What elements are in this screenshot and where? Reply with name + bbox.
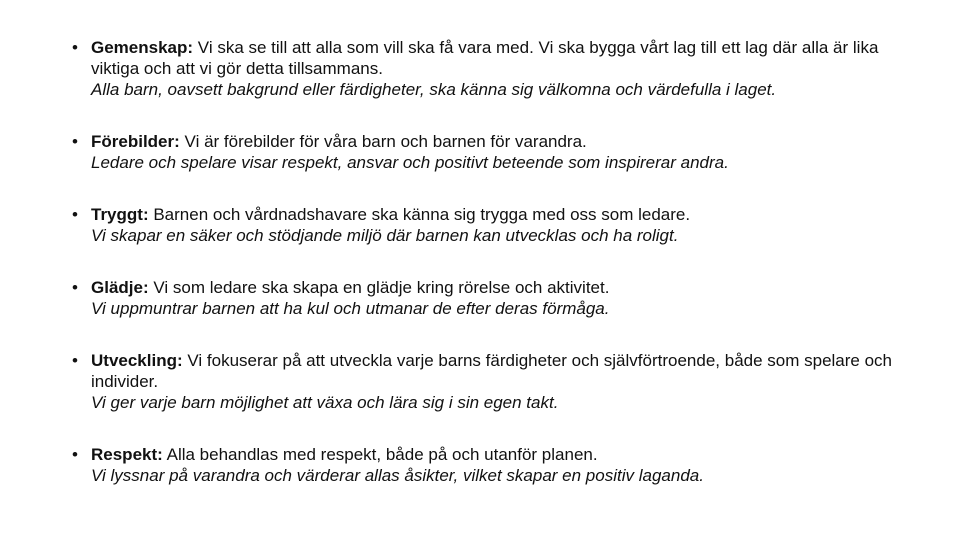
bullet-icon: • (72, 445, 78, 464)
value-italic: Ledare och spelare visar respekt, ansvar och positivt beteende som inspirerar andra. (91, 153, 729, 172)
bullet-icon: • (72, 205, 78, 224)
value-text: Vi fokuserar på att utveckla varje barns färdigheter och självförtroende, både som spelare och individer. (91, 351, 893, 391)
value-italic: Vi ger varje barn möjlighet att växa och lära sig i sin egen takt. (91, 393, 559, 412)
bullet-icon: • (72, 38, 78, 57)
value-item-respekt (72, 444, 902, 486)
value-item-tryggt (72, 204, 902, 246)
value-item-gemenskap (72, 37, 902, 100)
value-text: Barnen och vårdnadshavare ska känna sig trygga med oss som ledare. (153, 205, 691, 224)
value-italic: Alla barn, oavsett bakgrund eller färdigheter, ska känna sig välkomna och värdefulla i laget. (91, 80, 777, 99)
value-text: Vi ska se till att alla som vill ska få vara med. Vi ska bygga vårt lag till ett lag där alla är lika viktiga och att vi gör detta tillsammans. (91, 38, 879, 78)
value-term: Förebilder: (91, 132, 180, 151)
value-text: Alla behandlas med respekt, både på och utanför planen. (166, 445, 598, 464)
bullet-icon: • (72, 132, 78, 151)
value-term: Utveckling: (91, 351, 183, 370)
values-list (72, 37, 902, 517)
value-term: Respekt: (91, 445, 163, 464)
value-item-utveckling (72, 350, 902, 413)
value-term: Gemenskap: (91, 38, 194, 57)
value-term: Glädje: (91, 278, 149, 297)
value-italic: Vi lyssnar på varandra och värderar allas åsikter, vilket skapar en positiv laganda. (91, 466, 704, 485)
value-text: Vi är förebilder för våra barn och barnen för varandra. (184, 132, 587, 151)
value-term: Tryggt: (91, 205, 149, 224)
bullet-icon: • (72, 278, 78, 297)
value-italic: Vi uppmuntrar barnen att ha kul och utmanar de efter deras förmåga. (91, 299, 610, 318)
value-italic: Vi skapar en säker och stödjande miljö där barnen kan utvecklas och ha roligt. (91, 226, 679, 245)
value-item-gladje (72, 277, 902, 319)
value-text: Vi som ledare ska skapa en glädje kring rörelse och aktivitet. (153, 278, 610, 297)
value-item-forebilder (72, 131, 902, 173)
bullet-icon: • (72, 351, 78, 370)
